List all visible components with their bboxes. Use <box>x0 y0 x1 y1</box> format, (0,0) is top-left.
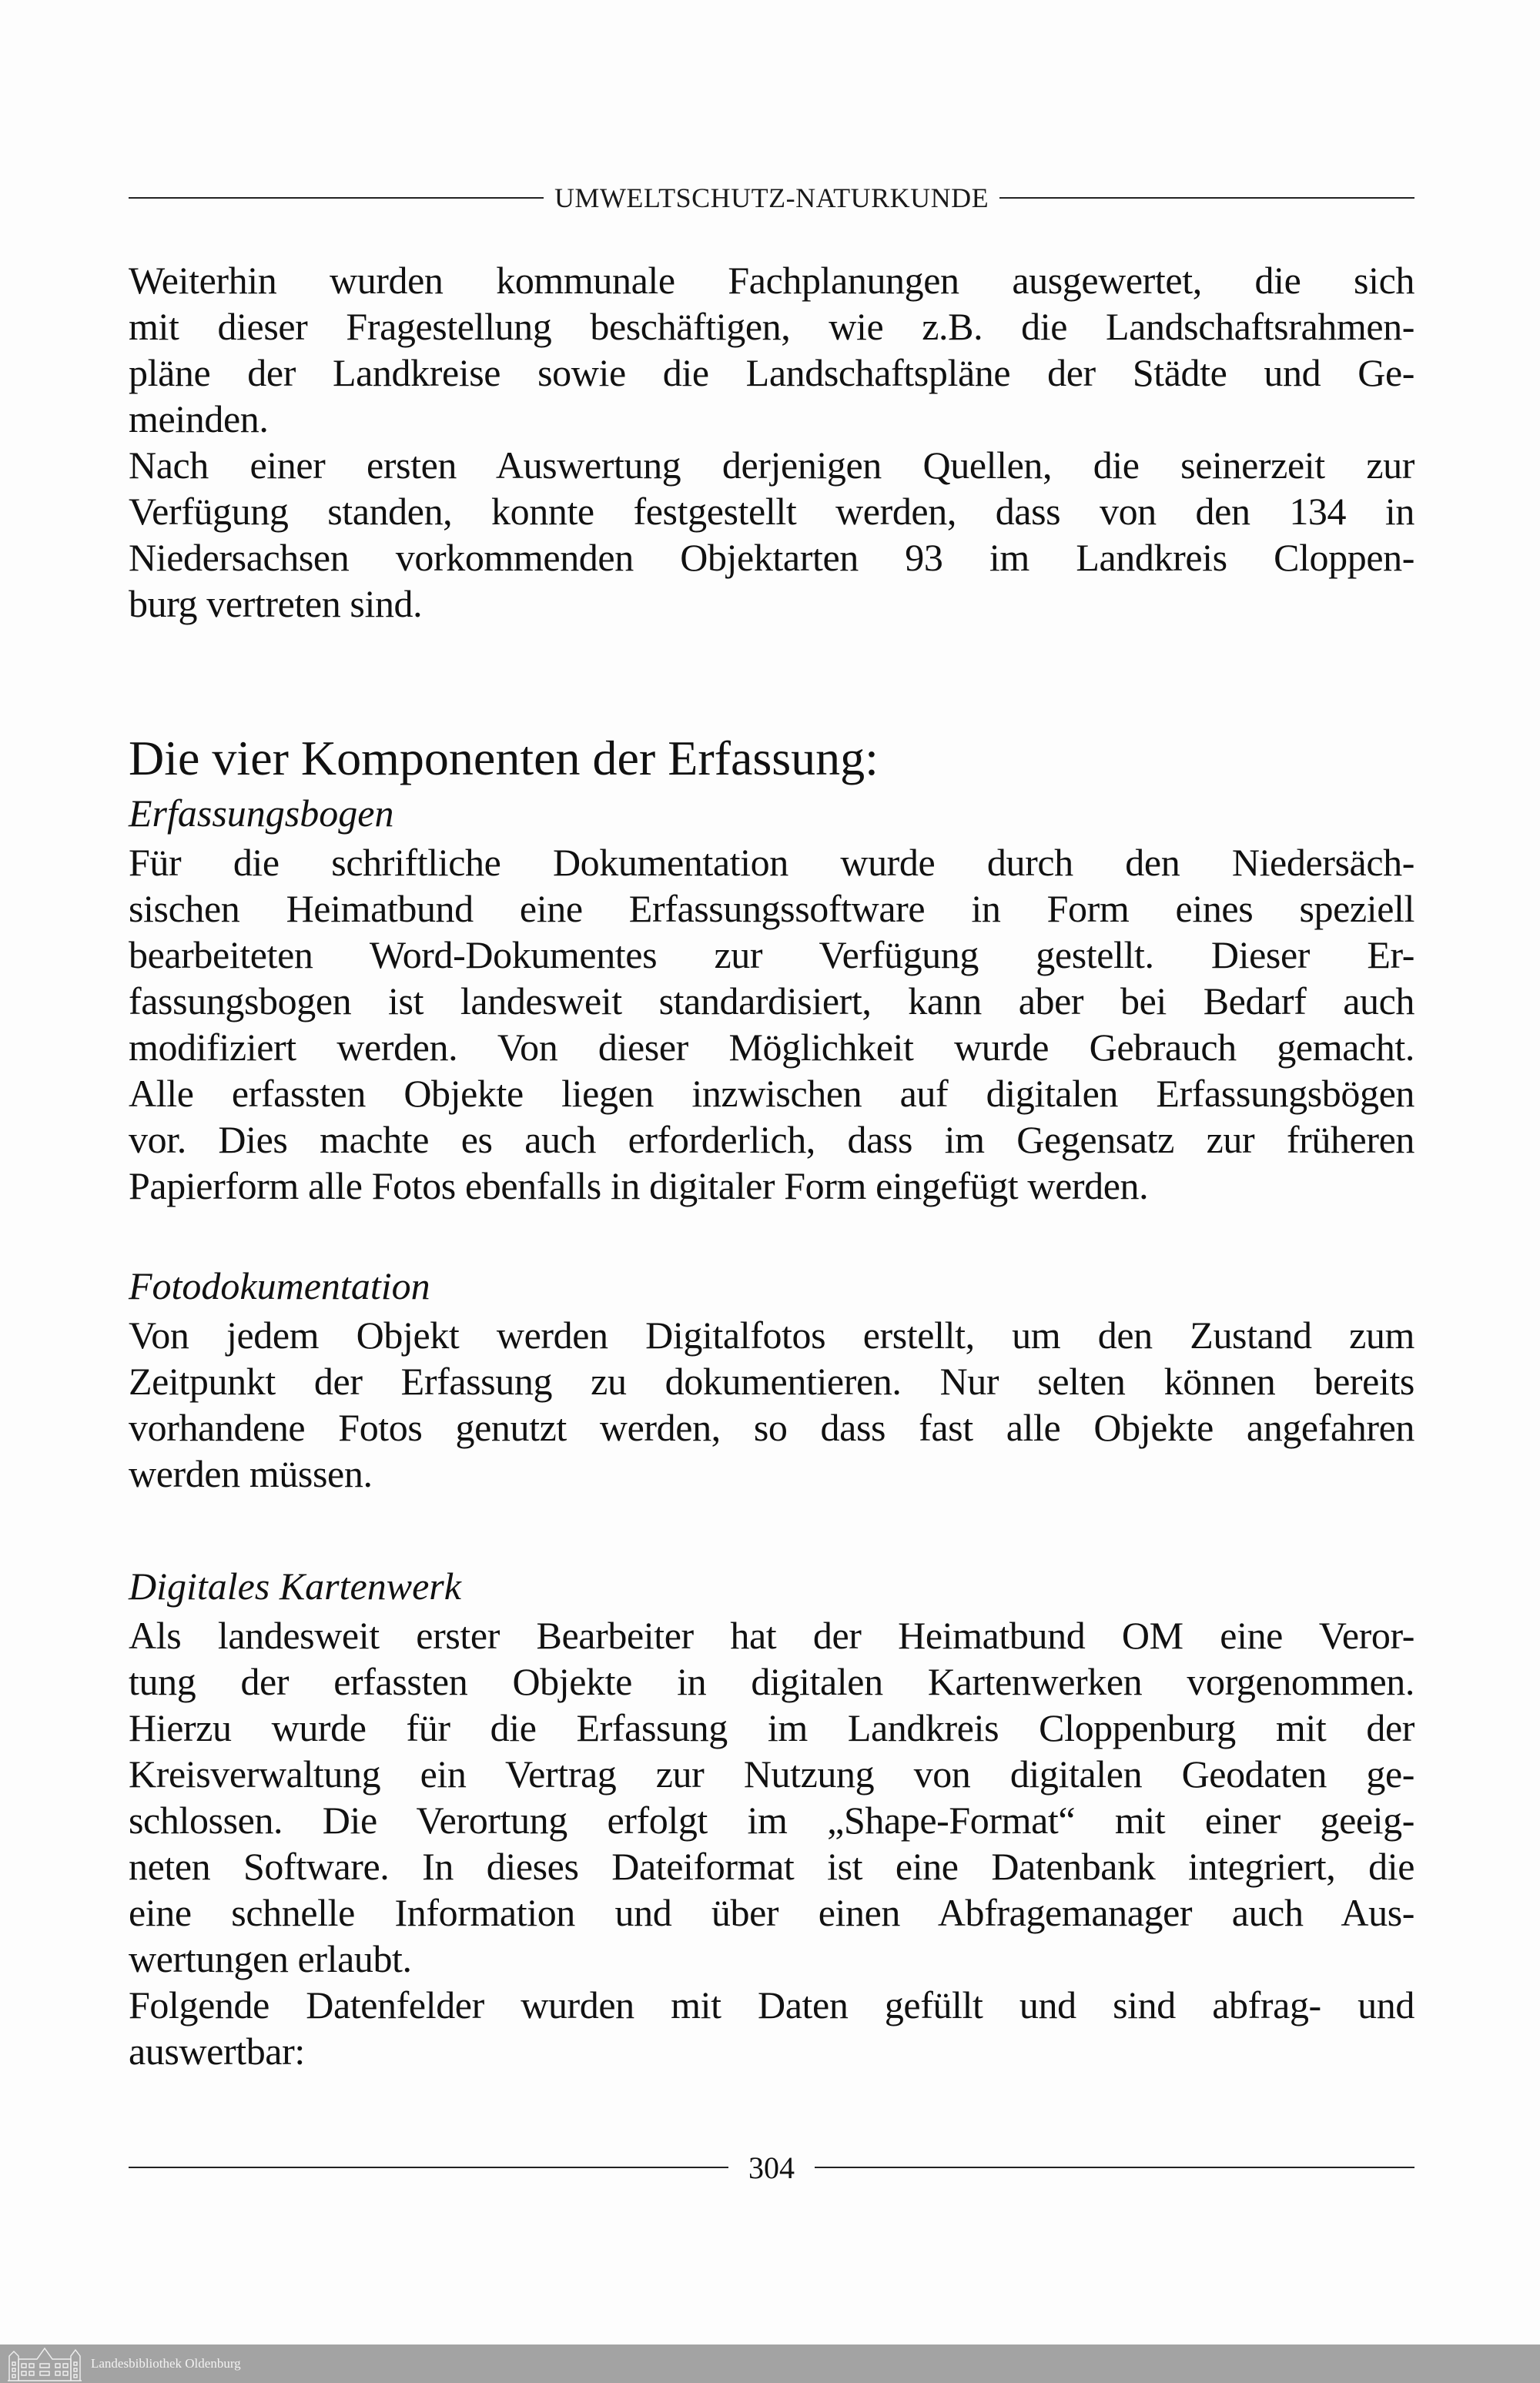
page-footer <box>129 2148 1414 2187</box>
body-line: Folgende Datenfelder wurden mit Daten gefüllt und sind abfrag- und <box>129 1983 1414 2027</box>
body-line: werden müssen. <box>129 1452 373 1495</box>
body-line: Von jedem Objekt werden Digitalfotos erstellt, um den Zustand zum <box>129 1314 1414 1357</box>
body-line: Nach einer ersten Auswertung derjenigen Quellen, die seinerzeit zur <box>129 443 1414 487</box>
library-name: Landesbibliothek Oldenburg <box>91 2356 241 2371</box>
library-bar <box>0 2345 1540 2383</box>
body-line: Zeitpunkt der Erfassung zu dokumentieren. Nur selten können bereits <box>129 1360 1414 1403</box>
subsection-heading: Digitales Kartenwerk <box>129 1565 461 1608</box>
body-line: sischen Heimatbund eine Erfassungssoftware in Form eines speziell <box>129 887 1414 930</box>
running-header <box>129 179 1414 217</box>
body-line: Weiterhin wurden kommunale Fachplanungen ausgewertet, die sich <box>129 259 1414 302</box>
running-header-title: UMWELTSCHUTZ-NATURKUNDE <box>554 182 989 213</box>
header-rule-left <box>129 197 544 199</box>
body-line: eine schnelle Information und über einen Abfragemanager auch Aus- <box>129 1891 1414 1934</box>
body-line: auswertbar: <box>129 2030 305 2073</box>
body-line: Alle erfassten Objekte liegen inzwischen auf digitalen Erfassungsbögen <box>129 1072 1414 1115</box>
body-line: wertungen erlaubt. <box>129 1937 412 1980</box>
page-number: 304 <box>748 2150 795 2185</box>
body-line: vorhandene Fotos genutzt werden, so dass fast alle Objekte angefahren <box>129 1406 1414 1449</box>
subsection-heading: Erfassungsbogen <box>129 792 394 835</box>
header-rule-right <box>999 197 1414 199</box>
body-line: modifiziert werden. Von dieser Möglichkeit wurde Gebrauch gemacht. <box>129 1026 1414 1069</box>
body-line: burg vertreten sind. <box>129 582 423 625</box>
body-line: Papierform alle Fotos ebenfalls in digitaler Form eingefügt werden. <box>129 1164 1149 1207</box>
footer-rule-right <box>815 2167 1414 2168</box>
body-line: meinden. <box>129 397 269 440</box>
body-line: fassungsbogen ist landesweit standardisiert, kann aber bei Bedarf auch <box>129 979 1414 1022</box>
footer-rule-left <box>129 2167 728 2168</box>
subsection-heading: Fotodokumentation <box>129 1264 430 1307</box>
body-line: Als landesweit erster Bearbeiter hat der Heimatbund OM eine Veror- <box>129 1614 1414 1657</box>
library-building-icon <box>6 2345 83 2382</box>
section-heading: Die vier Komponenten der Erfassung: <box>129 731 879 785</box>
body-line: Niedersachsen vorkommenden Objektarten 93 im Landkreis Cloppen- <box>129 536 1414 579</box>
body-line: vor. Dies machte es auch erforderlich, dass im Gegensatz zur früheren <box>129 1118 1414 1161</box>
body-line: tung der erfassten Objekte in digitalen Kartenwerken vorgenommen. <box>129 1660 1414 1703</box>
body-line: Hierzu wurde für die Erfassung im Landkreis Cloppenburg mit der <box>129 1706 1414 1749</box>
body-line: mit dieser Fragestellung beschäftigen, wie z.B. die Landschaftsrahmen- <box>129 305 1414 348</box>
body-line: Verfügung standen, konnte festgestellt werden, dass von den 134 in <box>129 490 1414 533</box>
body-line: schlossen. Die Verortung erfolgt im „Shape-Format“ mit einer geeig- <box>129 1799 1414 1842</box>
body-line: Kreisverwaltung ein Vertrag zur Nutzung von digitalen Geodaten ge- <box>129 1752 1414 1796</box>
body-line: bearbeiteten Word-Dokumentes zur Verfügung gestellt. Dieser Er- <box>129 933 1414 976</box>
body-line: Für die schriftliche Dokumentation wurde durch den Niedersäch- <box>129 841 1414 884</box>
body-line: pläne der Landkreise sowie die Landschaftspläne der Städte und Ge- <box>129 351 1414 394</box>
body-line: neten Software. In dieses Dateiformat ist eine Datenbank integriert, die <box>129 1845 1414 1888</box>
